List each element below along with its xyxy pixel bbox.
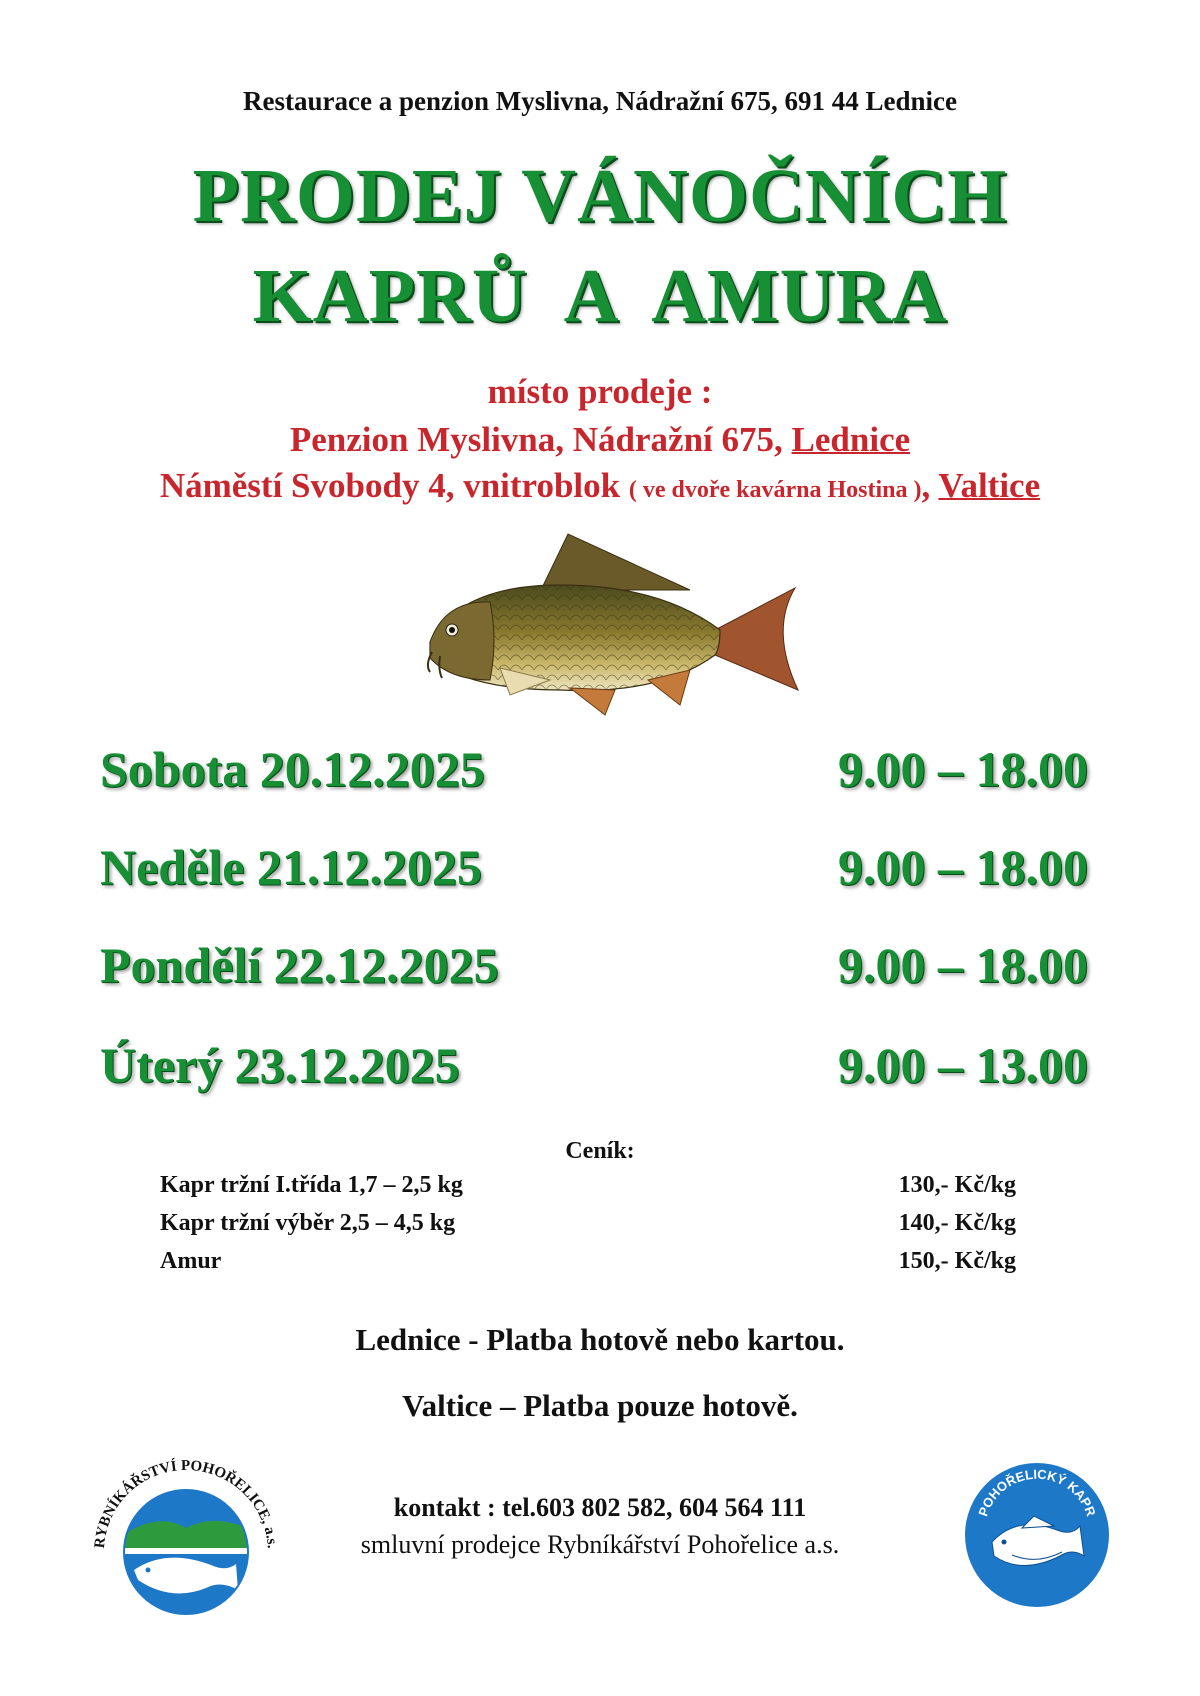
place-line-1-text: Penzion Myslivna, Nádražní 675, — [289, 420, 792, 459]
title-line-2: KAPRŮ A AMURA — [252, 254, 948, 338]
place-line-1 — [0, 420, 1200, 460]
price-item-2: Kapr tržní výběr 2,5 – 4,5 kg — [160, 1210, 456, 1236]
header-address: Restaurace a penzion Myslivna, Nádražní 675, 691 44 Lednice — [243, 86, 957, 116]
price-item-1: Kapr tržní I.třída 1,7 – 2,5 kg — [160, 1172, 463, 1198]
price-value-1: 130,- Kč/kg — [898, 1172, 1016, 1198]
pricelist-title: Ceník: — [565, 1138, 635, 1164]
place-line-2-sep: , — [921, 466, 939, 505]
place-town-valtice: Valtice — [938, 466, 1041, 505]
logo-pohorelicky-kapr — [962, 1460, 1112, 1610]
contact-phone: kontakt : tel.603 802 582, 604 564 111 — [393, 1493, 807, 1522]
place-line-2-text: Náměstí Svobody 4, vnitroblok — [159, 466, 629, 505]
payment-valtice: Valtice – Platba pouze hotově. — [402, 1388, 798, 1423]
svg-text:RYBNÍKÁŘSTVÍ POHOŘELICE, a.s.: RYBNÍKÁŘSTVÍ POHOŘELICE, a.s. — [91, 1457, 280, 1549]
price-value-3: 150,- Kč/kg — [898, 1248, 1016, 1274]
place-town-lednice: Lednice — [791, 420, 911, 459]
contact-dealer: smluvní prodejce Rybníkářství Pohořelice a.s. — [360, 1530, 840, 1559]
place-line-2 — [0, 466, 1200, 506]
schedule-day-2: Neděle 21.12.2025 — [100, 839, 482, 895]
schedule-time-4: 9.00 – 13.00 — [838, 1037, 1088, 1093]
logo-rybnikarstvi — [86, 1440, 286, 1620]
schedule-day-1: Sobota 20.12.2025 — [100, 741, 485, 797]
place-line-2-note: ( ve dvoře kavárna Hostina ) — [628, 477, 922, 503]
place-label: místo prodeje : — [487, 372, 713, 411]
schedule-day-3: Pondělí 22.12.2025 — [100, 937, 499, 993]
payment-lednice: Lednice - Platba hotově nebo kartou. — [355, 1322, 845, 1357]
schedule-day-4: Úterý 23.12.2025 — [100, 1037, 460, 1093]
title-line-1: PRODEJ VÁNOČNÍCH — [192, 154, 1008, 238]
schedule-time-3: 9.00 – 18.00 — [838, 937, 1088, 993]
schedule-time-1: 9.00 – 18.00 — [838, 741, 1088, 797]
price-item-3: Amur — [160, 1248, 222, 1274]
schedule-time-2: 9.00 – 18.00 — [838, 839, 1088, 895]
carp-illustration — [390, 530, 810, 730]
price-value-2: 140,- Kč/kg — [898, 1210, 1016, 1236]
svg-text:POHOŘELICKÝ KAPR: POHOŘELICKÝ KAPR — [975, 1466, 1099, 1519]
